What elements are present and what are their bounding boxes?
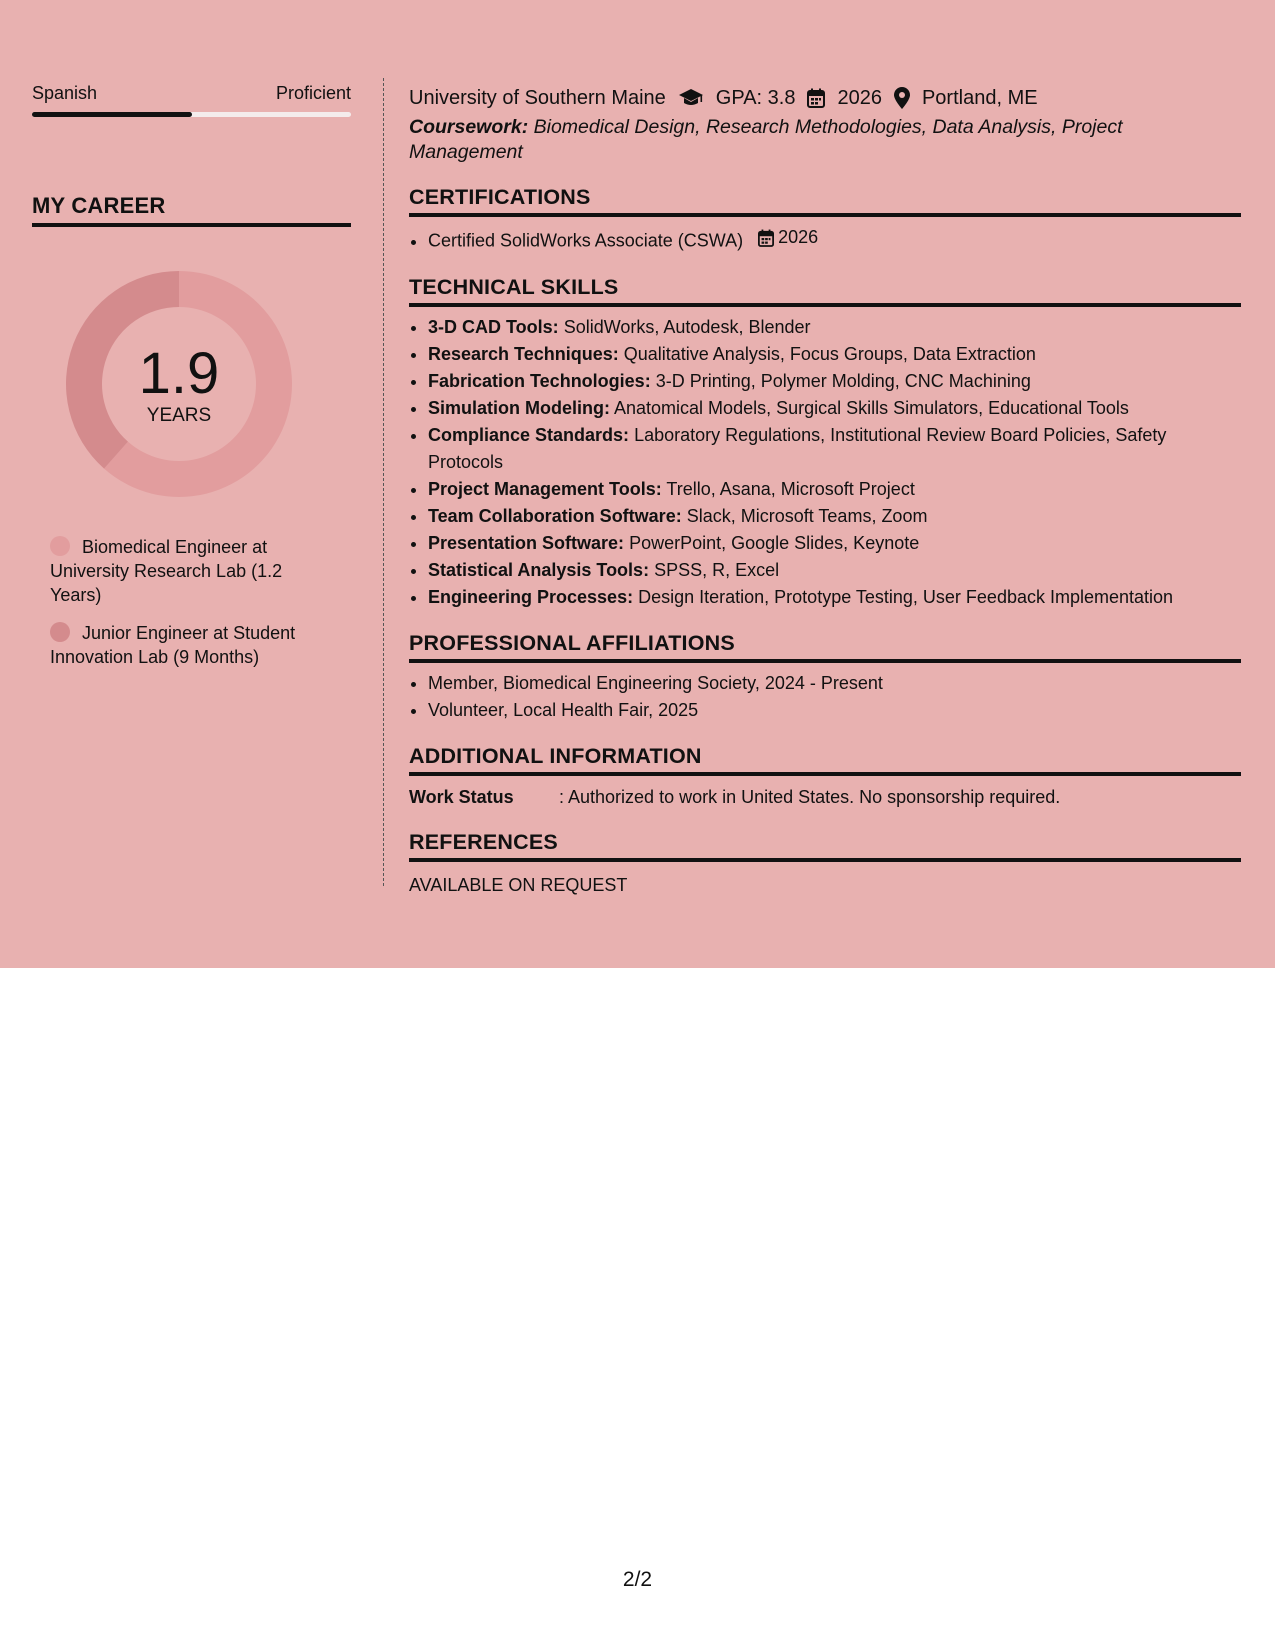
- skill-label: Team Collaboration Software:: [428, 505, 682, 526]
- skill-value: Design Iteration, Prototype Testing, User Feedback Implementation: [638, 586, 1174, 607]
- technical-skills-list: [409, 314, 1241, 611]
- certification-date: [758, 224, 818, 251]
- references-heading: REFERENCES: [409, 830, 1241, 862]
- affiliation-item: • Volunteer, Local Health Fair, 2025: [428, 697, 1241, 724]
- skill-label: Project Management Tools:: [428, 478, 662, 499]
- skill-item: [428, 530, 1241, 557]
- language-level: Proficient: [275, 83, 351, 103]
- work-status-value: : Authorized to work in United States. No sponsorship required.: [559, 786, 1061, 807]
- skill-value: Qualitative Analysis, Focus Groups, Data Extraction: [623, 343, 1036, 364]
- certification-name: Certified SolidWorks Associate (CSWA): [428, 230, 744, 251]
- skill-label: Simulation Modeling:: [428, 397, 610, 418]
- technical-skills-heading: TECHNICAL SKILLS: [409, 275, 1241, 307]
- affiliation-item: • Member, Biomedical Engineering Society, 2024 - Present: [428, 670, 1241, 697]
- skill-item: [428, 584, 1241, 611]
- graduation-cap-icon: [678, 88, 704, 108]
- affiliations-heading: PROFESSIONAL AFFILIATIONS: [409, 631, 1241, 663]
- career-legend-text: Junior Engineer at Student Innovation Lab (9 Months): [50, 623, 296, 667]
- certifications-heading: CERTIFICATIONS: [409, 185, 1241, 217]
- sidebar: [32, 80, 351, 683]
- legend-dot-icon: [50, 622, 70, 642]
- skill-item: [428, 341, 1241, 368]
- education-line: [409, 84, 1241, 112]
- work-status-label: Work Status: [409, 786, 514, 807]
- career-donut-chart: [66, 271, 292, 497]
- skill-item: [428, 314, 1241, 341]
- skill-label: 3-D CAD Tools:: [428, 316, 559, 337]
- graduation-year: 2026: [837, 87, 882, 109]
- skill-value: SPSS, R, Excel: [654, 559, 780, 580]
- school-name: University of Southern Maine: [409, 87, 666, 109]
- skill-item: [428, 395, 1241, 422]
- language-proficiency-fill: [32, 112, 192, 117]
- career-legend-item: [50, 621, 320, 669]
- skill-item: [428, 557, 1241, 584]
- skill-label: Statistical Analysis Tools:: [428, 559, 650, 580]
- skill-label: Compliance Standards:: [428, 424, 630, 445]
- skill-item: [428, 422, 1241, 476]
- career-legend-item: [50, 535, 320, 607]
- map-pin-icon: [894, 87, 910, 109]
- calendar-icon: [807, 88, 825, 108]
- skill-value: Laboratory Regulations, Institutional Review Board Policies, Safety Protocols: [428, 424, 1167, 472]
- affiliations-list: [409, 670, 1241, 724]
- language-row: [32, 80, 351, 106]
- career-total-value: 1.9: [138, 341, 220, 406]
- career-legend-text: Biomedical Engineer at University Research Lab (1.2 Years): [50, 537, 283, 605]
- work-status-row: [409, 784, 1241, 810]
- gpa: GPA: 3.8: [715, 87, 796, 109]
- donut-center: [66, 271, 292, 497]
- language-name: Spanish: [32, 83, 98, 103]
- career-total-unit: YEARS: [146, 405, 212, 426]
- skill-value: Anatomical Models, Surgical Skills Simulators, Educational Tools: [614, 397, 1129, 418]
- additional-info-heading: ADDITIONAL INFORMATION: [409, 744, 1241, 776]
- coursework: [409, 115, 1241, 165]
- language-proficiency-bar: [32, 112, 351, 117]
- column-divider: [383, 78, 384, 886]
- page-number: 2/2: [622, 1568, 653, 1591]
- skill-item: [428, 368, 1241, 395]
- skill-value: SolidWorks, Autodesk, Blender: [563, 316, 811, 337]
- legend-dot-icon: [50, 536, 70, 556]
- career-heading: MY CAREER: [32, 193, 351, 227]
- skill-label: Engineering Processes:: [428, 586, 634, 607]
- skill-item: [428, 503, 1241, 530]
- skill-label: Presentation Software:: [428, 532, 625, 553]
- references-text: AVAILABLE ON REQUEST: [409, 874, 628, 895]
- calendar-icon: [758, 229, 778, 247]
- location: Portland, ME: [921, 87, 1038, 109]
- certifications-list: [409, 224, 1241, 255]
- career-legend: [50, 535, 320, 669]
- coursework-label: Coursework:: [409, 116, 529, 138]
- certification-item: [428, 224, 1241, 255]
- skill-value: Slack, Microsoft Teams, Zoom: [686, 505, 928, 526]
- skill-item: [428, 476, 1241, 503]
- certification-year: 2026: [778, 227, 819, 247]
- coursework-list: Biomedical Design, Research Methodologies, Data Analysis, Project Management: [409, 116, 1123, 163]
- skill-value: PowerPoint, Google Slides, Keynote: [629, 532, 920, 553]
- main-content: [409, 84, 1241, 898]
- skill-label: Research Techniques:: [428, 343, 619, 364]
- skill-value: 3-D Printing, Polymer Molding, CNC Machining: [655, 370, 1031, 391]
- skill-label: Fabrication Technologies:: [428, 370, 651, 391]
- skill-value: Trello, Asana, Microsoft Project: [666, 478, 915, 499]
